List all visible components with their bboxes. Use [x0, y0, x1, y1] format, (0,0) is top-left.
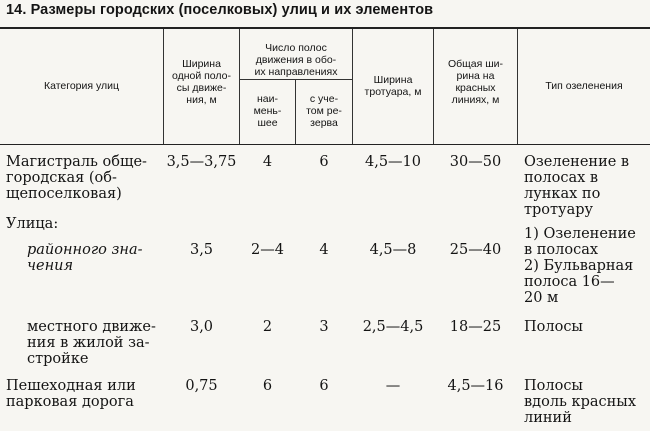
header-total-width: Общая ши- рина на красных линиях, м — [447, 58, 504, 106]
cell-lane-reserve: 3 — [319, 319, 329, 335]
cell-lane-width: 0,75 — [185, 378, 218, 394]
header-lane-width: Ширина одной поло- сы движе- ния, м — [171, 58, 232, 106]
cell-category: Магистраль обще- городская (об- щепоселковая) — [6, 154, 147, 202]
cell-sidewalk: 4,5—8 — [369, 242, 417, 258]
table-title: 14. Размеры городских (поселковых) улиц и их элементов — [6, 2, 434, 18]
cell-greening: Полосы вдоль красных линий — [524, 378, 637, 426]
header-greening: Тип озеленения — [545, 80, 623, 92]
cell-sidewalk: 2,5—4,5 — [362, 319, 424, 335]
header-lane-count: Число полос движения в обо- их направлениях — [254, 42, 338, 78]
header-bottom-rule — [0, 144, 650, 145]
cell-total-width: 18—25 — [449, 319, 502, 335]
cell-category: Улица: — [6, 216, 59, 232]
cell-sidewalk: 4,5—10 — [364, 154, 421, 170]
cell-lane-width: 3,5—3,75 — [166, 154, 237, 170]
header-sidewalk: Ширина тротуара, м — [364, 74, 422, 98]
cell-lane-min: 4 — [262, 154, 273, 170]
cell-lane-reserve: 4 — [319, 242, 329, 258]
cell-greening: 1) Озеленение в полосах 2) Бульварная полоса 16— 20 м — [524, 226, 636, 306]
cell-lane-min: 2 — [262, 319, 273, 335]
cell-total-width: 25—40 — [449, 242, 502, 258]
cell-lane-min: 2—4 — [251, 242, 284, 258]
cell-category: районного зна- чения — [27, 242, 143, 274]
header-category: Категория улиц — [43, 80, 120, 92]
header-lane-reserve: с уче- том ре- зерва — [306, 93, 342, 129]
header-subdivider — [239, 79, 352, 80]
cell-category: Пешеходная или парковая дорога — [6, 378, 136, 410]
cell-lane-min: 6 — [262, 378, 273, 394]
cell-greening: Озеленение в полосах в лунках по тротуару — [524, 154, 630, 218]
cell-category: местного движе- ния в жилой за- стройке — [27, 319, 156, 367]
header-lane-min: наи- мень- шее — [253, 93, 282, 129]
cell-greening: Полосы — [524, 319, 583, 335]
cell-lane-width: 3,0 — [189, 319, 214, 335]
cell-lane-width: 3,5 — [189, 242, 214, 258]
cell-total-width: 4,5—16 — [447, 378, 504, 394]
cell-lane-reserve: 6 — [319, 378, 329, 394]
cell-total-width: 30—50 — [449, 154, 502, 170]
cell-lane-reserve: 6 — [319, 154, 329, 170]
cell-sidewalk: — — [385, 378, 401, 394]
header-top-rule — [0, 27, 650, 29]
